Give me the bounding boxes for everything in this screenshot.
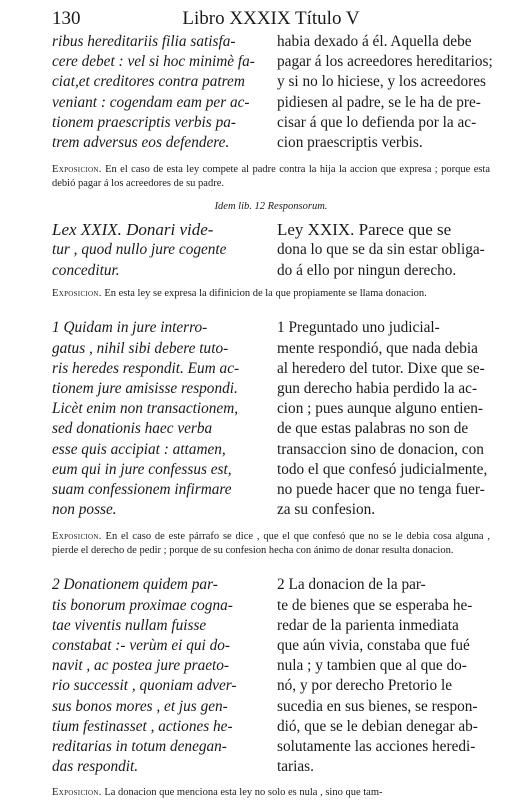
- spanish-line: pidiesen al padre, se le ha de pre-: [277, 93, 481, 111]
- latin-line: conceditur.: [52, 261, 120, 279]
- latin-line: tis bonorum proximae cogna-: [52, 596, 233, 614]
- spanish-line: y si no lo hiciese, y los acreedores: [277, 73, 486, 91]
- spanish-line: gun derecho habia perdido la ac-: [277, 379, 478, 397]
- spanish-line: al heredero del tutor. Dixe que se-: [277, 359, 485, 377]
- law-block-continuation: [52, 32, 493, 153]
- law-block-paragraph-2: [52, 575, 490, 777]
- spanish-line: 2 La donacion de la par-: [277, 576, 426, 594]
- spanish-line: solutamente las acciones heredi-: [277, 737, 476, 755]
- spanish-column: [277, 318, 490, 520]
- spanish-line: todo el que confesó judicialmente,: [277, 460, 488, 478]
- spanish-line: 1 Preguntado uno judicial-: [277, 319, 440, 337]
- latin-line: das respondit.: [52, 758, 139, 776]
- exposicion-label: Exposicion.: [52, 164, 102, 176]
- latin-line: constabat :- verùm ei qui do-: [52, 636, 230, 654]
- spanish-line: redar de la parienta inmediata: [277, 616, 459, 634]
- latin-line: ribus hereditariis filia satisfa-: [52, 33, 236, 50]
- latin-line: tium festinasset , actiones he-: [52, 717, 233, 735]
- page: [52, 2, 493, 800]
- exposicion-text: En el caso de este párrafo se dice , que el que confesó que no se le debia cosa alguna , pierde el derecho de pedir ; porque de su confesion hecha con ánimo de donar resulta donacion.: [52, 531, 491, 556]
- spanish-line: cion ; pues aunque alguno entien-: [277, 400, 484, 418]
- exposicion-text: La donacion que menciona esta ley no solo es nula , sino que tam-: [104, 787, 383, 799]
- spanish-line: habia dexado á él. Aquella debe: [277, 33, 472, 50]
- spanish-line: no puede hacer que no tenga fuer-: [277, 480, 485, 498]
- law-block-xxix: [52, 220, 490, 281]
- page-number: 130: [52, 8, 81, 29]
- spanish-line: te de bienes que se esperaba he-: [277, 596, 473, 614]
- spanish-line: do á ello por ningun derecho.: [277, 261, 457, 279]
- latin-line: tur , quod nullo jure cogente: [52, 241, 227, 259]
- spanish-line: dona lo que se da sin estar obliga-: [277, 241, 485, 259]
- latin-line: cere debet : vel si hoc minimè fa-: [52, 53, 255, 71]
- latin-line: 1 Quidam in jure interro-: [52, 319, 208, 337]
- latin-column: [52, 220, 265, 281]
- spanish-line: que aún vivia, constaba que fué: [277, 636, 470, 654]
- latin-line: tionem praescriptis verbis pa-: [52, 113, 236, 131]
- exposicion-label: Exposicion.: [52, 531, 102, 543]
- spanish-line: tarias.: [277, 758, 314, 776]
- spanish-column: [277, 220, 490, 281]
- spanish-line: za su confesion.: [277, 501, 376, 519]
- page-header: [52, 2, 490, 32]
- spanish-line: nó, y por derecho Pretorio le: [277, 677, 453, 695]
- exposicion-note: [52, 163, 490, 190]
- exposicion-note: [52, 287, 490, 301]
- latin-line: reditarias in totum denegan-: [52, 737, 227, 755]
- latin-line: gatus , nihil sibi debere tuto-: [52, 339, 229, 357]
- exposicion-note: [52, 530, 490, 557]
- latin-line: eum qui in jure confessus est,: [52, 460, 232, 478]
- spanish-line: Ley XXIX. Parece que se: [277, 220, 452, 240]
- latin-column: [52, 318, 265, 520]
- spanish-line: de que estas palabras no son de: [277, 420, 469, 438]
- latin-line: sus bonos mores , et jus gen-: [52, 697, 228, 715]
- spanish-line: sucedia en sus bienes, se respon-: [277, 697, 478, 715]
- latin-line: Lex XXIX. Donari vide-: [52, 220, 214, 240]
- spanish-line: mente respondió, que nada debia: [277, 339, 478, 357]
- latin-line: tionem jure amisisse respondi.: [52, 379, 238, 397]
- spanish-line: transaccion sino de donacion, con: [277, 440, 484, 458]
- source-citation: [52, 201, 490, 212]
- exposicion-note: [52, 786, 490, 800]
- spanish-line: cisar á que lo defienda por la ac-: [277, 113, 477, 131]
- latin-line: rio successit , quoniam adver-: [52, 677, 237, 695]
- latin-line: Licèt enim non transactionem,: [52, 400, 239, 418]
- latin-line: non posse.: [52, 501, 117, 519]
- latin-column: [52, 575, 265, 777]
- spanish-column: [277, 575, 490, 777]
- exposicion-label: Exposicion.: [52, 787, 102, 799]
- latin-line: tae viventis nullam fuisse: [52, 616, 207, 634]
- latin-line: ciat,et creditores contra patrem: [52, 73, 245, 91]
- spanish-line: pagar á los acreedores hereditarios;: [277, 53, 493, 71]
- spanish-line: cion praescriptis verbis.: [277, 134, 423, 152]
- latin-line: sed donationis haec verba: [52, 420, 213, 438]
- spanish-line: dió, que se le debian denegar ab-: [277, 717, 478, 735]
- latin-line: trem adversus eos defendere.: [52, 134, 230, 152]
- latin-line: navit , ac postea jure praeto-: [52, 657, 230, 675]
- exposicion-text: En el caso de esta ley compete al padre contra la hija la accion que expresa ; porque esta debió pagar á los acreedores de su padre.: [52, 164, 491, 189]
- latin-line: 2 Donationem quidem par-: [52, 576, 218, 594]
- exposicion-text: En esta ley se expresa la difinicion de la que propiamente se llama donacion.: [104, 287, 427, 299]
- law-block-paragraph-1: [52, 318, 490, 520]
- latin-line: suam confessionem infirmare: [52, 480, 232, 498]
- latin-line: ris heredes respondit. Eum ac-: [52, 359, 240, 377]
- latin-line: veniant : cogendam eam per ac-: [52, 93, 250, 111]
- latin-line: esse quis accipiat : attamen,: [52, 440, 226, 458]
- latin-column: [52, 32, 265, 153]
- exposicion-label: Exposicion.: [52, 287, 102, 299]
- source-citation-text: Idem lib. 12 Responsorum.: [214, 201, 328, 213]
- spanish-line: nula ; y tambien que al que do-: [277, 657, 467, 675]
- running-head: Libro XXXIX Título V: [182, 8, 360, 29]
- spanish-column: [277, 32, 493, 153]
